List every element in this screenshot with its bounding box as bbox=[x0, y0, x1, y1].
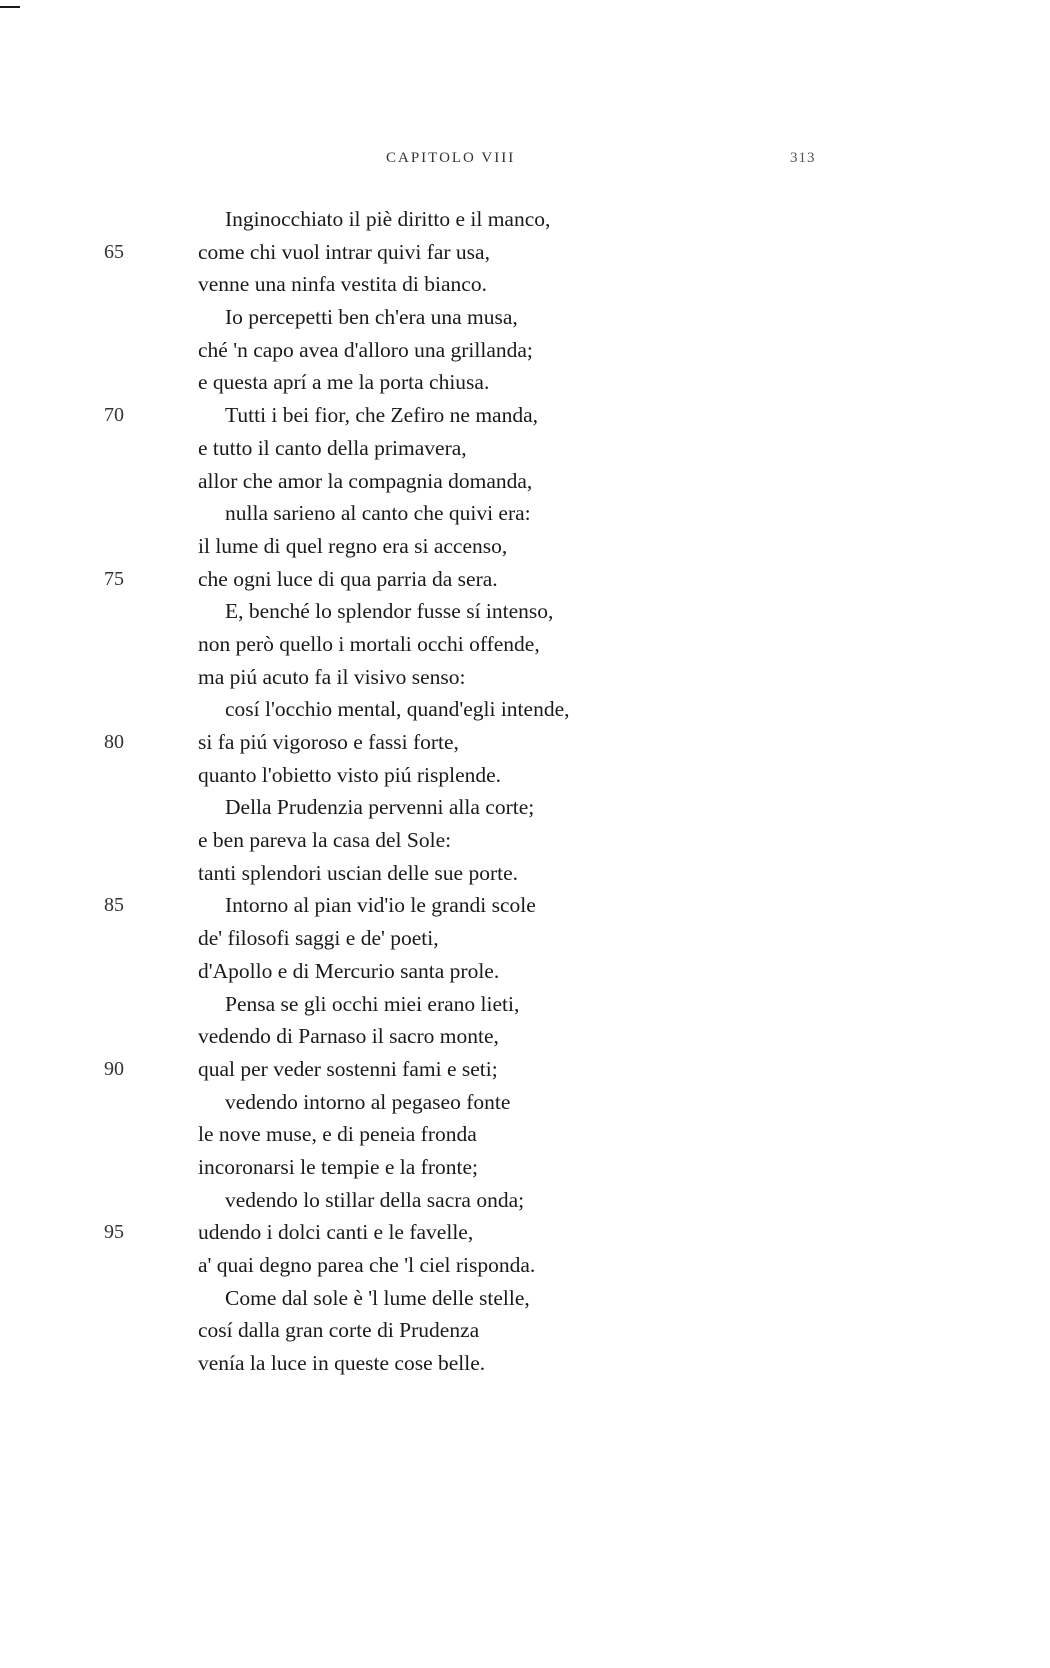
verse-line bbox=[0, 530, 1050, 563]
verse-text: incoronarsi le tempie e la fronte; bbox=[198, 1154, 478, 1179]
verse-line bbox=[0, 628, 1050, 661]
verse-text: Intorno al pian vid'io le grandi scole bbox=[225, 893, 536, 918]
verse-text: Come dal sole è 'l lume delle stelle, bbox=[225, 1285, 530, 1310]
verse-text: vedendo di Parnaso il sacro monte, bbox=[198, 1024, 499, 1049]
verse-text: nulla sarieno al canto che quivi era: bbox=[225, 501, 531, 526]
verse-text: vedendo intorno al pegaseo fonte bbox=[225, 1089, 511, 1114]
running-title: CAPITOLO VIII bbox=[386, 150, 516, 166]
verse-line bbox=[0, 432, 1050, 465]
verse-line bbox=[0, 726, 1050, 759]
verse-text: E, benché lo splendor fusse sí intenso, bbox=[225, 599, 554, 624]
verse-text: si fa piú vigoroso e fassi forte, bbox=[198, 730, 459, 754]
verse-line bbox=[0, 563, 1050, 596]
verse-line bbox=[0, 465, 1050, 498]
verse-line bbox=[0, 399, 1050, 432]
verse-line bbox=[0, 988, 1050, 1021]
verse-line bbox=[0, 595, 1050, 628]
verse-line bbox=[0, 824, 1050, 857]
verse-line bbox=[0, 268, 1050, 301]
page-number: 313 bbox=[790, 150, 816, 166]
verse-line bbox=[0, 791, 1050, 824]
line-number: 95 bbox=[104, 1221, 124, 1244]
verse-line bbox=[0, 1053, 1050, 1086]
verse-line bbox=[0, 1151, 1050, 1184]
line-number: 90 bbox=[104, 1057, 124, 1080]
line-number: 70 bbox=[104, 404, 124, 427]
verse-text: il lume di quel regno era si accenso, bbox=[198, 533, 508, 558]
verse-line bbox=[0, 661, 1050, 694]
verse-text: venía la luce in queste cose belle. bbox=[198, 1351, 486, 1376]
line-number: 65 bbox=[104, 240, 124, 263]
verse-line bbox=[0, 1020, 1050, 1053]
verse-text: Inginocchiato il piè diritto e il manco, bbox=[225, 207, 551, 231]
verse-text: d'Apollo e di Mercurio santa prole. bbox=[198, 958, 500, 983]
verse-text: quanto l'obietto visto piú risplende. bbox=[198, 762, 502, 787]
verse-text: non però quello i mortali occhi offende, bbox=[198, 631, 540, 656]
verse-text: Tutti i bei fior, che Zefiro ne manda, bbox=[225, 403, 538, 428]
verse-line bbox=[0, 334, 1050, 367]
verse-line bbox=[0, 857, 1050, 890]
verse-text: Io percepetti ben ch'era una musa, bbox=[225, 305, 518, 330]
verse-line bbox=[0, 1282, 1050, 1315]
verse-line bbox=[0, 497, 1050, 530]
verse-text: de' filosofi saggi e de' poeti, bbox=[198, 926, 439, 951]
verse-line bbox=[0, 1184, 1050, 1217]
verse-text: cosí l'occhio mental, quand'egli intende, bbox=[225, 697, 570, 722]
verse-text: le nove muse, e di peneia fronda bbox=[198, 1122, 477, 1147]
verse-text: come chi vuol intrar quivi far usa, bbox=[198, 239, 490, 264]
verse-text: a' quai degno parea che 'l ciel risponda. bbox=[198, 1253, 536, 1277]
verse-line bbox=[0, 693, 1050, 726]
verse-text: e tutto il canto della primavera, bbox=[198, 435, 467, 460]
verse-text: e questa aprí a me la porta chiusa. bbox=[198, 370, 490, 395]
crop-mark bbox=[0, 6, 20, 8]
line-number: 75 bbox=[104, 567, 124, 590]
verse-line bbox=[0, 1347, 1050, 1380]
poem-body bbox=[0, 203, 1050, 1380]
verse-text: qual per veder sostenni fami e seti; bbox=[198, 1056, 498, 1081]
verse-line bbox=[0, 1314, 1050, 1347]
verse-line bbox=[0, 1216, 1050, 1249]
verse-line bbox=[0, 922, 1050, 955]
verse-text: venne una ninfa vestita di bianco. bbox=[198, 272, 487, 297]
verse-text: allor che amor la compagnia domanda, bbox=[198, 468, 533, 493]
line-number: 80 bbox=[104, 731, 124, 753]
verse-text: udendo i dolci canti e le favelle, bbox=[198, 1220, 474, 1245]
verse-line bbox=[0, 759, 1050, 792]
verse-text: che ogni luce di qua parria da sera. bbox=[198, 566, 498, 591]
verse-text: ma piú acuto fa il visivo senso: bbox=[198, 664, 466, 689]
verse-text: tanti splendori uscian delle sue porte. bbox=[198, 860, 519, 885]
verse-line bbox=[0, 203, 1050, 236]
verse-text: Pensa se gli occhi miei erano lieti, bbox=[225, 991, 520, 1016]
line-number: 85 bbox=[104, 894, 124, 917]
verse-line bbox=[0, 1249, 1050, 1282]
verse-line bbox=[0, 1118, 1050, 1151]
verse-line bbox=[0, 889, 1050, 922]
verse-line bbox=[0, 301, 1050, 334]
verse-text: e ben pareva la casa del Sole: bbox=[198, 828, 452, 853]
verse-text: cosí dalla gran corte di Prudenza bbox=[198, 1318, 480, 1343]
verse-line bbox=[0, 236, 1050, 269]
verse-line bbox=[0, 366, 1050, 399]
verse-text: ché 'n capo avea d'alloro una grillanda; bbox=[198, 337, 533, 362]
verse-text: Della Prudenzia pervenni alla corte; bbox=[225, 795, 535, 820]
verse-text: vedendo lo stillar della sacra onda; bbox=[225, 1187, 525, 1212]
page-header bbox=[0, 150, 1050, 174]
verse-line bbox=[0, 1086, 1050, 1119]
verse-line bbox=[0, 955, 1050, 988]
